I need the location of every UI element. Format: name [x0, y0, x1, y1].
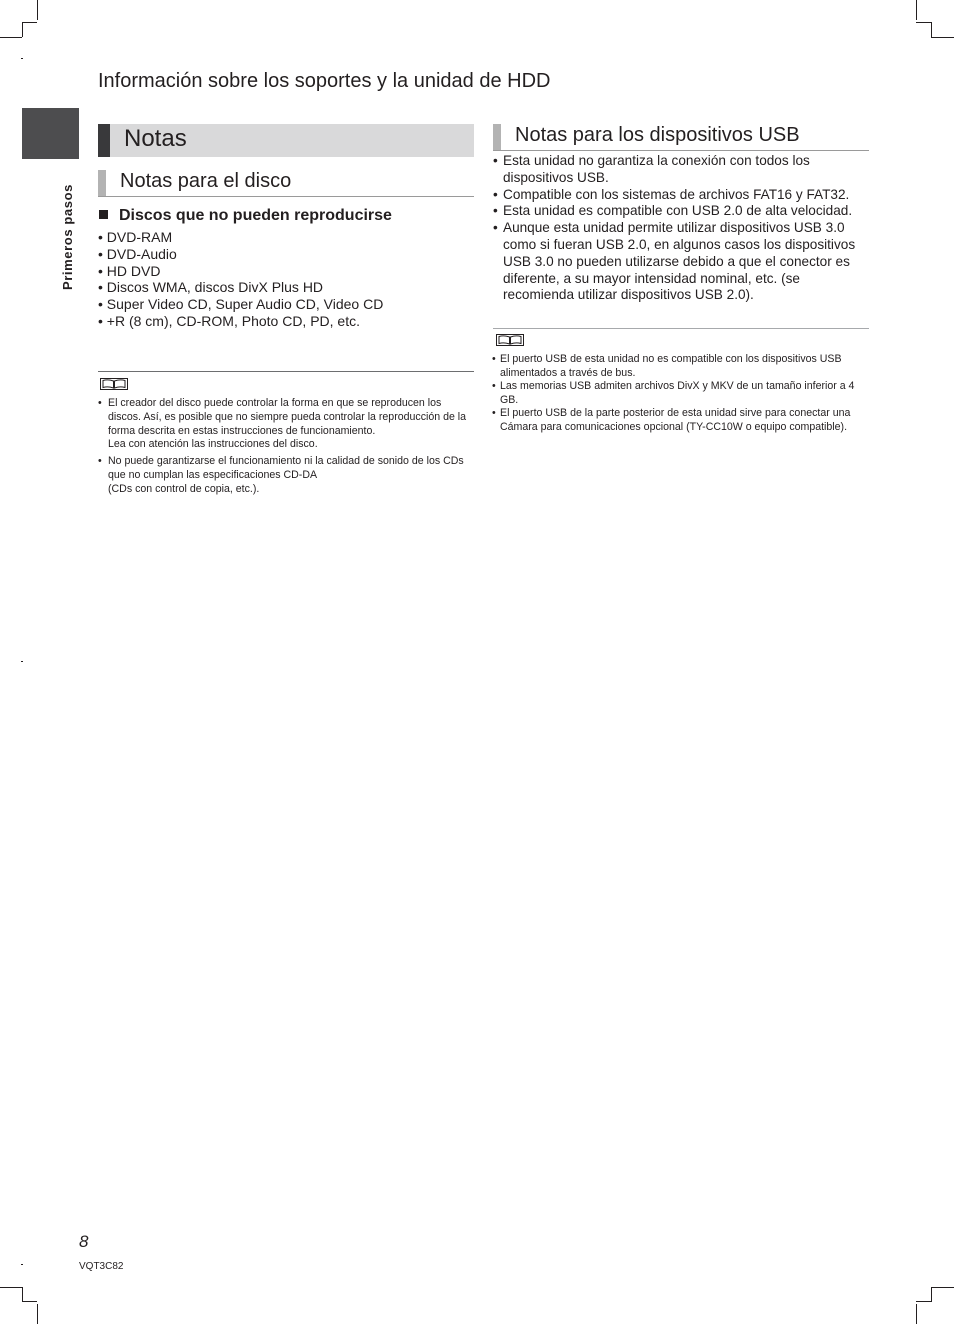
- list-item: • DVD-Audio: [98, 245, 177, 262]
- disc-notes-list: [98, 397, 474, 500]
- list-item: • Aunque esta unidad permite utilizar dispositivos USB 3.0 como si fueran USB 2.0, en algunos casos los dispositivos USB 3.0 no pueden utilizarse debido a que el conector es diferente, a su mayor intensidad nominal, etc. (se recomienda utilizar dispositivos USB 2.0).: [493, 220, 856, 303]
- usb-notes-heading: [493, 124, 869, 151]
- section-title: Notas: [124, 125, 187, 152]
- list-item: • +R (8 cm), CD-ROM, Photo CD, PD, etc.: [98, 312, 361, 329]
- square-bullet-icon: [99, 210, 108, 219]
- book-icon: [100, 378, 128, 390]
- disc-notes-title: Notas para el disco: [120, 170, 292, 192]
- usb-notes-title: Notas para los dispositivos USB: [515, 124, 800, 146]
- list-item: • No puede garantizarse el funcionamiento ni la calidad de sonido de los CDs que no cumplan las especificaciones CD-DA (CDs con control de copia, etc.).: [98, 455, 464, 495]
- divider: [98, 371, 474, 372]
- disc-notes-heading: [98, 170, 474, 197]
- page-number: 8: [79, 1232, 89, 1251]
- document-code: VQT3C82: [79, 1261, 124, 1272]
- subheading-accent-bar: [98, 170, 106, 196]
- list-item: • Las memorias USB admiten archivos DivX y MKV de un tamaño inferior a 4 GB.: [492, 380, 855, 406]
- section-title-band: [98, 124, 474, 157]
- usb-notes-list: [493, 153, 873, 304]
- list-item: • Super Video CD, Super Audio CD, Video CD: [98, 296, 384, 313]
- subheading-accent-bar: [493, 124, 501, 150]
- list-item: • El creador del disco puede controlar la forma en que se reproducen los discos. Así, es posible que no siempre pueda controlar la reproducción de la forma descrita en estas instrucciones de funcionamiento. Lea con atención las instrucciones del disco.: [98, 397, 467, 451]
- list-item: • Esta unidad no garantiza la conexión con todos los dispositivos USB.: [493, 153, 810, 185]
- divider: [493, 328, 869, 329]
- list-item: • El puerto USB de la parte posterior de esta unidad sirve para conectar una Cámara para comunicaciones opcional (TY-CC10W o equipo compatible).: [492, 407, 851, 433]
- list-item: • El puerto USB de esta unidad no es compatible con los dispositivos USB alimentados a través de bus.: [492, 353, 842, 379]
- unplayable-discs-heading: [98, 207, 392, 225]
- page-header: Información sobre los soportes y la unidad de HDD: [98, 70, 551, 92]
- list-item: • DVD-RAM: [98, 229, 173, 245]
- usb-extra-notes-list: [492, 353, 864, 435]
- sidebar-section-label: Primeros pasos: [60, 184, 75, 290]
- unplayable-discs-list: [98, 229, 383, 330]
- book-icon: [496, 334, 524, 346]
- list-item: • HD DVD: [98, 262, 161, 279]
- list-item: • Compatible con los sistemas de archivos FAT16 y FAT32.: [493, 186, 850, 202]
- list-item: • Esta unidad es compatible con USB 2.0 de alta velocidad.: [493, 203, 853, 219]
- title-accent-bar: [98, 124, 110, 157]
- list-item: • Discos WMA, discos DivX Plus HD: [98, 279, 324, 296]
- section-tab: [22, 108, 79, 159]
- unplayable-discs-title: Discos que no pueden reproducirse: [119, 207, 392, 224]
